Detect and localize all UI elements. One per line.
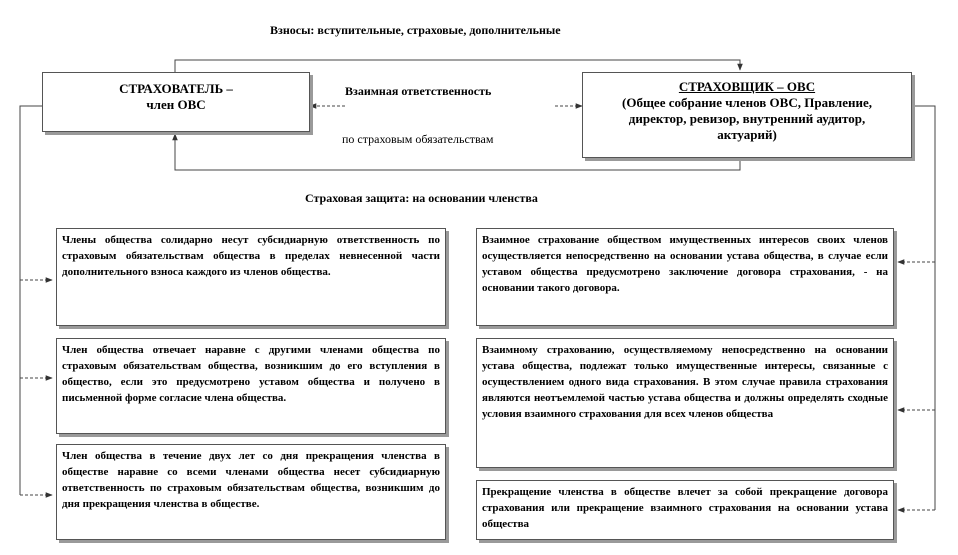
- protection-label: Страховая защита: на основании членства: [305, 191, 538, 205]
- insured-line1: СТРАХОВАТЕЛЬ –: [119, 81, 233, 96]
- right-bus: [912, 106, 935, 510]
- left-card-3: [56, 444, 446, 540]
- right-card-2-text: Взаимному страхованию, осуществляемому непосредственно на основании устава общества, подлежат только имущественные интересы, связанные с осуществлением одного вида страхования. В этом случае правила страхования являются неотъемлемой частью устава общества и должны определять сходные условия взаимного страхования для всех членов общества: [482, 344, 888, 420]
- right-card-2: [476, 338, 894, 468]
- right-card-3: [476, 480, 894, 540]
- left-card-1-text: Члены общества солидарно несут субсидиарную ответственность по страховым обязательствам общества в пределах невнесенной части дополнительного взноса каждого из членов общества.: [62, 234, 440, 278]
- insurer-line3: актуарий): [717, 127, 777, 142]
- right-card-3-text: Прекращение членства в обществе влечет за собой прекращение договора страхования или прекращение взаимного страхования на основании устава общества: [482, 486, 888, 530]
- mutual-line2: по страховым обязательствам: [342, 132, 494, 146]
- left-bus: [20, 106, 42, 495]
- insurer-title: СТРАХОВЩИК – ОВС: [678, 79, 816, 94]
- left-card-2: [56, 338, 446, 434]
- left-card-3-text: Член общества в течение двух лет со дня прекращения членства в обществе наравне со всеми членами общества несет субсидиарную ответственность по страховым обязательствам общества, возникшим до дня прекращения членства в обществе.: [62, 450, 440, 510]
- left-card-2-text: Член общества отвечает наравне с другими членами общества по страховым обязательствам общества, возникшим до его вступления в общество, если это предусмотрено уставом общества и получено в письменной форме согласие члена общества.: [62, 344, 440, 404]
- insurer-line1: (Общее собрание членов ОВС, Правление,: [622, 95, 872, 110]
- contributions-arrow: [175, 60, 740, 72]
- right-card-1-text: Взаимное страхование обществом имущественных интересов своих членов осуществляется непосредственно на основании устава общества, в случае если уставом общества предусмотрено заключение договора страхования, - на основании такого договора.: [482, 234, 888, 294]
- insurer-box: [582, 72, 912, 158]
- insurer-line2: директор, ревизор, внутренний аудитор,: [628, 111, 866, 126]
- mutual-line1: Взаимная ответственность: [345, 84, 492, 98]
- left-card-1: [56, 228, 446, 326]
- insured-line2: член ОВС: [146, 97, 206, 112]
- right-card-1: [476, 228, 894, 326]
- insured-box: [42, 72, 310, 132]
- contributions-label: Взносы: вступительные, страховые, дополнительные: [270, 23, 561, 37]
